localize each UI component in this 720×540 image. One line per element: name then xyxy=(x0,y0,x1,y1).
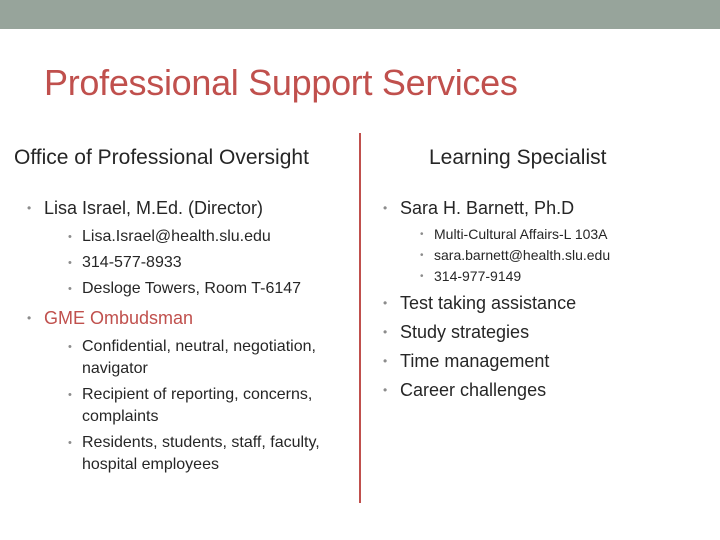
topic-item: • Career challenges xyxy=(383,378,713,402)
director-phone: • 314-577-8933 xyxy=(68,252,352,274)
specialist-office: • Multi-Cultural Affairs-L 103A xyxy=(420,224,713,245)
column-divider xyxy=(359,133,361,503)
topic-item: • Test taking assistance xyxy=(383,291,713,315)
ombudsman-detail: • Confidential, neutral, negotiation, navigator xyxy=(68,336,352,380)
topic-item: • Study strategies xyxy=(383,320,713,344)
director-name: Lisa Israel, M.Ed. (Director) xyxy=(44,198,264,218)
slide-title: Professional Support Services xyxy=(44,62,518,103)
top-bar xyxy=(0,0,720,29)
topic-item: • Time management xyxy=(383,349,713,373)
left-bullet-list xyxy=(27,196,352,476)
director-details xyxy=(68,226,352,300)
left-column xyxy=(27,196,352,482)
topics-list xyxy=(383,291,713,402)
director-item xyxy=(27,196,352,300)
specialist-details xyxy=(420,224,713,287)
right-column-heading: Learning Specialist xyxy=(429,146,607,169)
right-column xyxy=(383,196,713,407)
ombudsman-item xyxy=(27,306,352,476)
ombudsman-details xyxy=(68,336,352,476)
director-email: • Lisa.Israel@health.slu.edu xyxy=(68,226,352,248)
specialist-phone: • 314-977-9149 xyxy=(420,266,713,287)
specialist-name: Sara H. Barnett, Ph.D xyxy=(400,198,575,218)
specialist-email: • sara.barnett@health.slu.edu xyxy=(420,245,713,266)
ombudsman-label: GME Ombudsman xyxy=(44,308,194,328)
director-office: • Desloge Towers, Room T-6147 xyxy=(68,278,352,300)
ombudsman-detail: • Residents, students, staff, faculty, hospital employees xyxy=(68,432,352,476)
left-column-heading: Office of Professional Oversight xyxy=(14,146,309,169)
right-bullet-list xyxy=(383,196,713,287)
specialist-item xyxy=(383,196,713,287)
ombudsman-detail: • Recipient of reporting, concerns, complaints xyxy=(68,384,352,428)
